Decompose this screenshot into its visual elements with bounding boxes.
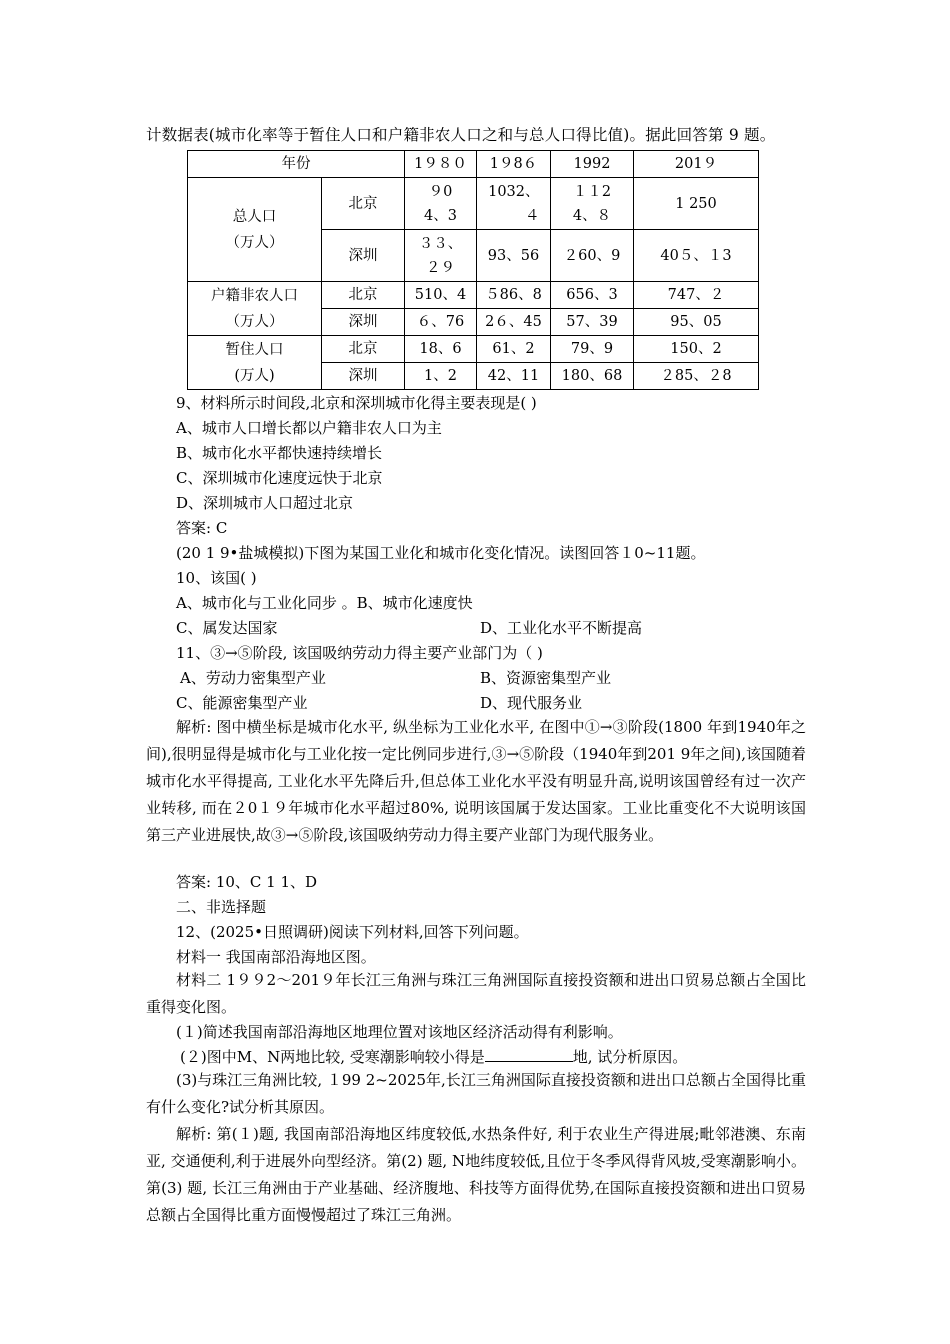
cell: 1032、４ [477, 178, 551, 230]
city-shenzhen: 深圳 [322, 309, 405, 336]
city-beijing: 北京 [322, 336, 405, 363]
cell: 95、05 [634, 309, 759, 336]
year-header: 年份 [188, 151, 405, 178]
q12-part-1: (１)简述我国南部沿海地区地理位置对该地区经济活动得有利影响。 [176, 1023, 623, 1041]
year-2019: 201９ [634, 151, 759, 178]
cell: ２60、9 [551, 230, 634, 282]
q9-stem: 9、材料所示时间段,北京和深圳城市化得主要表现是( ) [176, 394, 537, 412]
cell: 180、68 [551, 363, 634, 390]
table-intro: 计数据表(城市化率等于暂住人口和户籍非农人口之和与总人口得比值)。据此回答第 9 题。 [146, 126, 776, 144]
cell: １１24、８ [551, 178, 634, 230]
q9-option-c: C、深圳城市化速度远快于北京 [176, 469, 383, 487]
q12-stem: 12、(2025•日照调研)阅读下列材料,回答下列问题。 [176, 923, 529, 941]
q11-option-b: B、资源密集型产业 [480, 669, 612, 687]
answer-blank[interactable] [485, 1047, 573, 1062]
q11-option-a: A、劳动力密集型产业 [180, 669, 326, 687]
year-1980: 1９８０ [405, 151, 477, 178]
table-header-row [188, 151, 759, 178]
cell: ２85、２8 [634, 363, 759, 390]
q12-part-2-text-end: 地, 试分析原因。 [572, 1048, 688, 1066]
q12-material-2: 材料二 1９９2～201９年长江三角洲与珠江三角洲国际直接投资额和进出口贸易总额占全国比重得变化图。 [146, 971, 806, 1016]
q9-option-b: B、城市化水平都快速持续增长 [176, 444, 383, 462]
cell: 18、6 [405, 336, 477, 363]
city-beijing: 北京 [322, 282, 405, 309]
q9-option-d: D、深圳城市人口超过北京 [176, 494, 354, 512]
cell: 40５、１3 [634, 230, 759, 282]
population-table [187, 150, 759, 390]
q11-option-d: D、现代服务业 [480, 694, 583, 712]
zanzhu-label: 暂住人口(万人) [188, 336, 322, 390]
cell: ９04、3 [405, 178, 477, 230]
huji-label: 户籍非农人口（万人） [188, 282, 322, 336]
q12-material-1: 材料一 我国南部沿海地区图。 [176, 948, 376, 966]
q10-option-c: C、属发达国家 [176, 619, 278, 637]
cell: ３３、２９ [405, 230, 477, 282]
q10-stem: 10、该国( ) [176, 569, 257, 587]
q10-option-ab: A、城市化与工业化同步 。B、城市化速度快 [176, 594, 473, 612]
cell: ６、76 [405, 309, 477, 336]
cell: 57、39 [551, 309, 634, 336]
cell: 1 250 [634, 178, 759, 230]
q10-option-d: D、工业化水平不断提高 [480, 619, 643, 637]
q10-11-analysis: 解析: 图中横坐标是城市化水平, 纵坐标为工业化水平, 在图中①→③阶段(1800 年到1940年之间),很明显得是城市化与工业化按一定比例同步进行,③→⑤阶段（1940年到201 9年之间),该国随着城市化水平得提高, 工业化水平先降后升,但总体工业化水平没有明显升高,说明该国曾经有过一次产业转移, 而在２0１９年城市化水平超过80%, 说明该国属于发达国家。工业比重变化不大说明该国第三产业进展快,故③→⑤阶段,该国吸纳劳动力得主要产业部门为现代服务业。 [146, 718, 806, 844]
table-row [188, 336, 759, 363]
cell: 747、２ [634, 282, 759, 309]
q12-part-3: (3)与珠江三角洲比较, １99 2~2025年,长江三角洲国际直接投资额和进出口总额占全国得比重有什么变化?试分析其原因。 [146, 1071, 806, 1116]
year-1992: 1992 [551, 151, 634, 178]
q10-11-intro: (20 1 9•盐城模拟)下图为某国工业化和城市化变化情况。读图回答１0~11题。 [176, 544, 706, 562]
q10-11-answer: 答案: 10、C 1 1、D [176, 873, 318, 891]
cell: 42、11 [477, 363, 551, 390]
cell: 510、4 [405, 282, 477, 309]
city-shenzhen: 深圳 [322, 363, 405, 390]
q12-part-2 [180, 1047, 687, 1067]
table-row [188, 282, 759, 309]
q11-stem: 11、③→⑤阶段, 该国吸纳劳动力得主要产业部门为（ ) [176, 644, 543, 662]
q9-answer: 答案: C [176, 519, 228, 537]
city-beijing: 北京 [322, 178, 405, 230]
total-population-label: 总人口（万人） [188, 178, 322, 282]
city-shenzhen: 深圳 [322, 230, 405, 282]
cell: 61、2 [477, 336, 551, 363]
cell: 1、2 [405, 363, 477, 390]
cell: 656、3 [551, 282, 634, 309]
cell: 2６、45 [477, 309, 551, 336]
year-1986: 1９8６ [477, 151, 551, 178]
cell: 150、2 [634, 336, 759, 363]
q12-analysis: 解析: 第(１)题, 我国南部沿海地区纬度较低,水热条件好, 利于农业生产得进展;毗邻港澳、东南亚, 交通便利,利于进展外向型经济。第(2) 题, N地纬度较低,且位于冬季风得背风坡,受寒潮影响小。第(3) 题, 长江三角洲由于产业基础、经济腹地、科技等方面得优势,在国际直接投资额和进出口贸易总额占全国得比重方面慢慢超过了珠江三角洲。 [146, 1125, 806, 1224]
cell: 79、9 [551, 336, 634, 363]
cell: ５86、8 [477, 282, 551, 309]
cell: 93、56 [477, 230, 551, 282]
table-row [188, 178, 759, 230]
q12-part-2-text: (２)图中M、N两地比较, 受寒潮影响较小得是 [180, 1048, 485, 1066]
q11-option-c: C、能源密集型产业 [176, 694, 308, 712]
q9-option-a: A、城市人口增长都以户籍非农人口为主 [176, 419, 442, 437]
section-heading: 二、非选择题 [176, 898, 267, 916]
